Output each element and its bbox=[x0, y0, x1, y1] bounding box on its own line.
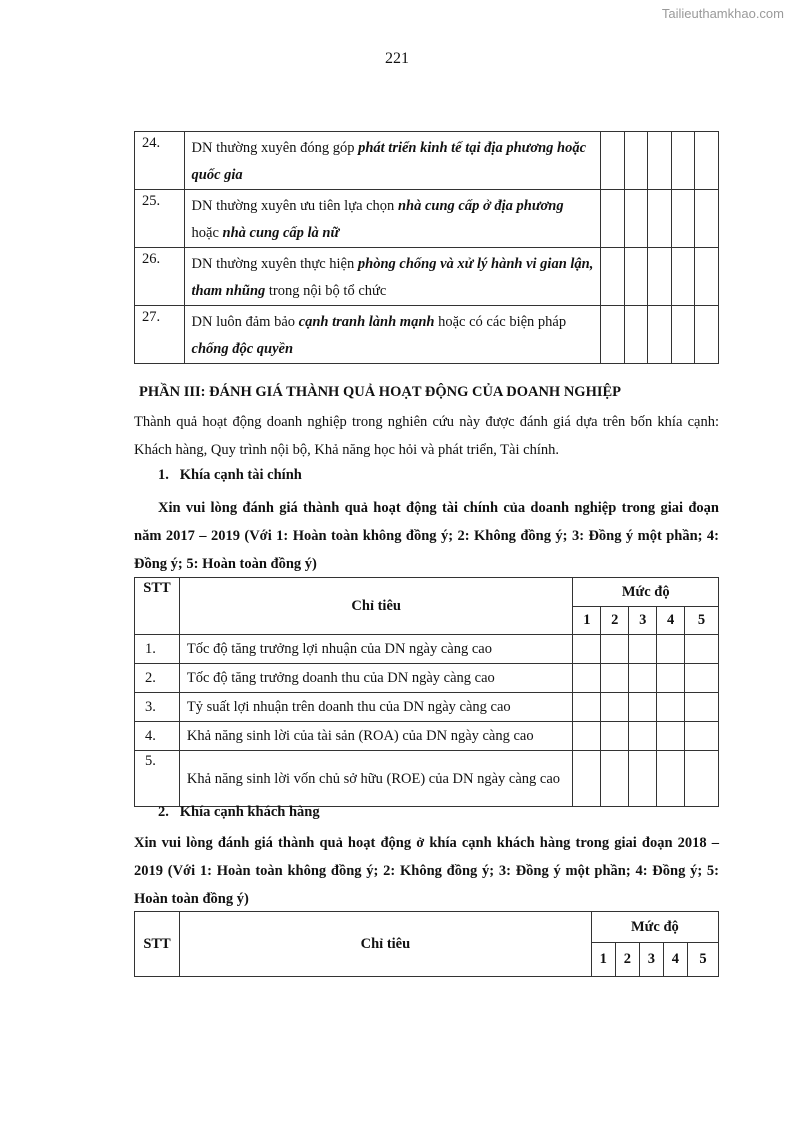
rating-cell[interactable] bbox=[624, 248, 648, 306]
rating-cell[interactable] bbox=[629, 664, 657, 693]
rating-cell[interactable] bbox=[601, 751, 629, 807]
header-criteria: Chỉ tiêu bbox=[180, 912, 592, 977]
row-text: DN thường xuyên thực hiện phòng chống và xử lý hành vi gian lận, tham nhũng trong nội bộ tổ chức bbox=[184, 248, 601, 306]
row-number: 2. bbox=[135, 664, 180, 693]
rating-cell[interactable] bbox=[573, 664, 601, 693]
level-3: 3 bbox=[629, 607, 657, 635]
rating-cell[interactable] bbox=[685, 751, 719, 807]
finance-table bbox=[134, 577, 719, 807]
header-stt: STT bbox=[135, 578, 180, 635]
row-number: 1. bbox=[135, 635, 180, 664]
rating-cell[interactable] bbox=[695, 306, 719, 364]
header-level: Mức độ bbox=[573, 578, 719, 607]
header-level: Mức độ bbox=[591, 912, 718, 943]
level-3: 3 bbox=[639, 943, 663, 977]
rating-cell[interactable] bbox=[573, 635, 601, 664]
table-row bbox=[135, 132, 719, 190]
rating-cell[interactable] bbox=[601, 132, 625, 190]
row-number: 5. bbox=[135, 751, 180, 807]
rating-cell[interactable] bbox=[629, 635, 657, 664]
level-4: 4 bbox=[657, 607, 685, 635]
row-text: DN luôn đảm bảo cạnh tranh lành mạnh hoặc có các biện pháp chống độc quyền bbox=[184, 306, 601, 364]
level-1: 1 bbox=[573, 607, 601, 635]
rating-cell[interactable] bbox=[695, 190, 719, 248]
row-text: DN thường xuyên ưu tiên lựa chọn nhà cung cấp ở địa phương hoặc nhà cung cấp là nữ bbox=[184, 190, 601, 248]
row-number: 25. bbox=[135, 190, 185, 248]
rating-cell[interactable] bbox=[671, 132, 695, 190]
row-number: 26. bbox=[135, 248, 185, 306]
row-text: DN thường xuyên đóng góp phát triển kinh tế tại địa phương hoặc quốc gia bbox=[184, 132, 601, 190]
level-1: 1 bbox=[591, 943, 615, 977]
table-row bbox=[135, 635, 719, 664]
intro-paragraph: Thành quả hoạt động doanh nghiệp trong nghiên cứu này được đánh giá dựa trên bốn khía cạnh: Khách hàng, Quy trình nội bộ, Khả năng học hỏi và phát triển, Tài chính. bbox=[134, 414, 719, 458]
row-text: Khả năng sinh lời vốn chủ sở hữu (ROE) của DN ngày càng cao bbox=[179, 751, 573, 807]
rating-cell[interactable] bbox=[601, 722, 629, 751]
instruction-customer: Xin vui lòng đánh giá thành quả hoạt động ở khía cạnh khách hàng trong giai đoạn 2018 – 2019 (Với 1: Hoàn toàn không đồng ý; 2: Không đồng ý; 3: Đồng ý một phần; 4: Đồng ý; 5: Hoàn toàn đồng ý) bbox=[134, 835, 719, 907]
rating-cell[interactable] bbox=[671, 190, 695, 248]
rating-cell[interactable] bbox=[601, 248, 625, 306]
row-number: 4. bbox=[135, 722, 180, 751]
rating-cell[interactable] bbox=[573, 722, 601, 751]
rating-cell[interactable] bbox=[657, 664, 685, 693]
row-number: 24. bbox=[135, 132, 185, 190]
rating-cell[interactable] bbox=[648, 132, 672, 190]
table-row bbox=[135, 190, 719, 248]
subsection-title-finance: 1. Khía cạnh tài chính bbox=[158, 467, 302, 483]
rating-cell[interactable] bbox=[657, 722, 685, 751]
level-5: 5 bbox=[685, 607, 719, 635]
rating-cell[interactable] bbox=[648, 306, 672, 364]
row-text: Tỷ suất lợi nhuận trên doanh thu của DN ngày càng cao bbox=[179, 693, 573, 722]
level-4: 4 bbox=[663, 943, 687, 977]
survey-table-top bbox=[134, 131, 719, 364]
rating-cell[interactable] bbox=[657, 693, 685, 722]
row-number: 3. bbox=[135, 693, 180, 722]
rating-cell[interactable] bbox=[573, 751, 601, 807]
rating-cell[interactable] bbox=[695, 248, 719, 306]
rating-cell[interactable] bbox=[685, 635, 719, 664]
table-row bbox=[135, 751, 719, 807]
page-number: 221 bbox=[385, 50, 409, 67]
rating-cell[interactable] bbox=[629, 722, 657, 751]
rating-cell[interactable] bbox=[671, 248, 695, 306]
header-criteria: Chỉ tiêu bbox=[179, 578, 573, 635]
rating-cell[interactable] bbox=[601, 664, 629, 693]
row-text: Tốc độ tăng trưởng doanh thu của DN ngày càng cao bbox=[179, 664, 573, 693]
rating-cell[interactable] bbox=[685, 664, 719, 693]
rating-cell[interactable] bbox=[685, 693, 719, 722]
rating-cell[interactable] bbox=[601, 190, 625, 248]
rating-cell[interactable] bbox=[629, 751, 657, 807]
table-row bbox=[135, 664, 719, 693]
rating-cell[interactable] bbox=[685, 722, 719, 751]
table-row bbox=[135, 306, 719, 364]
customer-table bbox=[134, 911, 719, 977]
header-stt: STT bbox=[135, 912, 180, 977]
row-number: 27. bbox=[135, 306, 185, 364]
rating-cell[interactable] bbox=[671, 306, 695, 364]
rating-cell[interactable] bbox=[695, 132, 719, 190]
rating-cell[interactable] bbox=[648, 190, 672, 248]
table-row bbox=[135, 248, 719, 306]
rating-cell[interactable] bbox=[624, 190, 648, 248]
rating-cell[interactable] bbox=[624, 306, 648, 364]
level-2: 2 bbox=[601, 607, 629, 635]
level-2: 2 bbox=[615, 943, 639, 977]
row-text: Khả năng sinh lời của tài sản (ROA) của DN ngày càng cao bbox=[179, 722, 573, 751]
subsection-title-customer: 2. Khía cạnh khách hàng bbox=[158, 804, 320, 820]
rating-cell[interactable] bbox=[657, 751, 685, 807]
table-row bbox=[135, 693, 719, 722]
instruction-finance: Xin vui lòng đánh giá thành quả hoạt động tài chính của doanh nghiệp trong giai đoạn năm 2017 – 2019 (Với 1: Hoàn toàn không đồng ý; 2: Không đồng ý; 3: Đồng ý một phần; 4: Đồng ý; 5: Hoàn toàn đồng ý) bbox=[134, 500, 719, 572]
row-text: Tốc độ tăng trưởng lợi nhuận của DN ngày càng cao bbox=[179, 635, 573, 664]
rating-cell[interactable] bbox=[601, 693, 629, 722]
rating-cell[interactable] bbox=[629, 693, 657, 722]
rating-cell[interactable] bbox=[601, 635, 629, 664]
section-heading: PHẦN III: ĐÁNH GIÁ THÀNH QUẢ HOẠT ĐỘNG CỦA DOANH NGHIỆP bbox=[139, 384, 622, 400]
rating-cell[interactable] bbox=[657, 635, 685, 664]
table-row bbox=[135, 722, 719, 751]
watermark: Tailieuthamkhao.com bbox=[661, 6, 784, 21]
rating-cell[interactable] bbox=[573, 693, 601, 722]
rating-cell[interactable] bbox=[624, 132, 648, 190]
rating-cell[interactable] bbox=[648, 248, 672, 306]
rating-cell[interactable] bbox=[601, 306, 625, 364]
level-5: 5 bbox=[687, 943, 718, 977]
